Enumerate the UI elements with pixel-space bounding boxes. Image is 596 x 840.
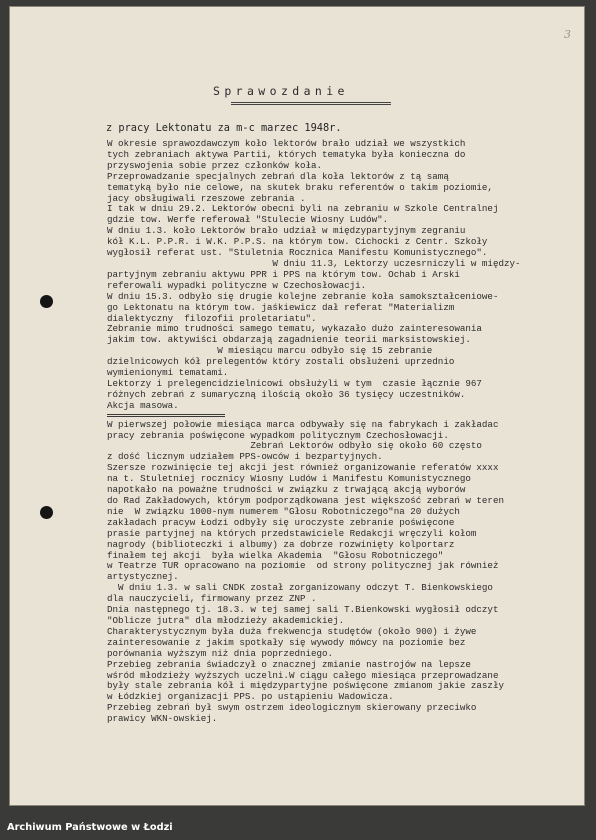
body-line: kół K.L. P.P.R. i W.K. P.P.S. na którym tow. Cichocki z Centr. Szkoły <box>107 236 488 248</box>
body-line: w Teatrze TUR opracowano na poziomie od strony politycznej jak również <box>107 560 499 572</box>
body-line: partyjnym zebraniu aktywu PPR i PPS na którym tow. Ochab i Arski <box>107 268 460 280</box>
body-line: "Oblicze jutra" dla młodzieży akademickiej. <box>107 614 345 626</box>
document-title: Sprawozdanie <box>213 84 349 98</box>
body-line: wymienionymi tematami. <box>107 367 229 379</box>
body-line: dzielnicowych kół prelegentów który zostali obsłużeni uprzednio <box>107 356 455 368</box>
body-line: W dniu 11.3, Lektorzy uczesrniczyli w między- <box>107 257 521 269</box>
body-line: wygłosił referat ust. "Stuletnia Rocznica Manifestu Komunistycznego". <box>107 247 488 259</box>
body-line: jacy obsługiwali rzeszowe zebrania . <box>107 192 306 204</box>
body-line: finałem tej akcji była wielka Akademia "Głosu Robotniczego" <box>107 549 444 561</box>
body-line: Dnia następnego tj. 18.3. w tej samej sali T.Bienkowski wygłosił odczyt <box>107 604 499 616</box>
body-line: zakładach pracyw Łodzi odbyły się uroczyste zebranie poświęcone <box>107 516 455 528</box>
archive-label: Archiwum Państwowe w Łodzi <box>7 822 173 833</box>
body-line: referowali wypadki polityczne w Czechosłowacji. <box>107 279 367 291</box>
body-line: Przebieg zebrania świadczył o znacznej zmianie nastrojów na lepsze <box>107 658 471 670</box>
body-line: go Lektonatu na którym tow. jaśkiewicz dał referat "Materializm <box>107 301 455 313</box>
document-page <box>9 6 585 806</box>
body-line: W dniu 1.3. koło Lektorów brało udział w międzypartyjnym zegraniu <box>107 225 466 237</box>
body-line: napotkało na poważne trudności w związku z trwającą akcją wyborów <box>107 484 466 496</box>
body-line: tematyką było nie celowe, na skutek braku referentów o takim poziomie, <box>107 181 493 193</box>
body-line: gdzie tow. Werfe referował "Stulecie Wiosny Ludów". <box>107 214 389 226</box>
body-line: W dniu 1.3. w sali CNDK został zorganizowany odczyt T. Bienkowskiego <box>107 582 493 594</box>
body-line: tych zebraniach aktywa Partii, których tematyka była konieczna do <box>107 148 466 160</box>
body-line: prasie partyjnej na których przedstawiciele Redakcji wręczyli kołom <box>107 527 477 539</box>
body-line: W pierwszej połowie miesiąca marca odbywały się na fabrykach i zakładac <box>107 418 499 430</box>
body-line: Charakterystycznym była duża frekwencja studętów (około 900) i żywe <box>107 625 477 637</box>
body-line: prawicy WKN-owskiej. <box>107 713 218 725</box>
body-line: z dość licznym udziałem PPS-owców i bezpartyjnych. <box>107 451 383 463</box>
body-line: przyswojenia sobie przez członków koła. <box>107 159 323 171</box>
body-line: dialektyczny filozofii proletariatu". <box>107 312 317 324</box>
body-line: W dniu 15.3. odbyło się drugie kolejne zebranie koła samokształceniowe- <box>107 290 499 302</box>
body-line: I tak w dniu 29.2. Lektorów obecni byli na zebraniu w Szkole Centralnej <box>107 203 499 215</box>
page-number: 3 <box>564 28 571 41</box>
body-line: artystycznej. <box>107 571 179 583</box>
body-line: Lektorzy i prelegencidzielnicowi obsłużyli w tym czasie łącznie 967 <box>107 377 482 389</box>
body-line: jakim tow. aktywiści obdarzają zagadnienie teorii marksistowskiej. <box>107 334 471 346</box>
body-line: w Łódzkiej organizacji PPS. po ustąpieniu Wadowicza. <box>107 691 394 703</box>
body-line: do Rad Zakładowych, którym podporządkowana jest większość zebrań w teren <box>107 495 504 506</box>
body-line: Szersze rozwinięcie tej akcji jest również organizowanie referatów xxxx <box>107 462 499 474</box>
punch-hole-bottom <box>40 506 53 519</box>
body-line: nie W związku 1000-nym numerem "Głosu Robotniczego"na 20 dużych <box>107 505 460 517</box>
body-line: były stale zebrania kół i międzypartyjne poświęcone zmianom jakie zaszły <box>107 680 504 692</box>
body-line: W miesiącu marcu odbyło się 15 zebranie <box>107 345 433 357</box>
body-line: nagrody (biblioteczki i albumy) za dobrze rozwinięty kolportarz <box>107 538 455 550</box>
document-body <box>107 139 583 725</box>
body-line: na t. Stuletniej rocznicy Wiosny Ludów i Manifestu Komunistycznego <box>107 473 471 485</box>
title-underline <box>231 102 391 105</box>
archive-footer <box>0 806 596 840</box>
body-line: pracy zebrania poświęcone wypadkom politycznym Czechosłowacji. <box>107 429 449 441</box>
punch-hole-top <box>40 295 53 308</box>
document-subtitle: z pracy Lektonatu za m-c marzec 1948r. <box>106 122 342 134</box>
body-line: wśród młodzieży wyższych uczelni.W ciągu całego miesiąca przeprowadzane <box>107 669 499 681</box>
body-line: Przebieg zebrań był swym ostrzem ideologicznym skierowany przeciwko <box>107 702 477 714</box>
body-line: zainteresowanie z jakim spotkały się wywody mówcy na poziomie bez <box>107 636 466 648</box>
body-line: Zebrań Lektorów odbyło się około 60 często <box>107 440 482 452</box>
body-line: porównania wyższym niż dnia poprzedniego. <box>107 647 334 659</box>
body-line: Zebranie mimo trudności samego tematu, wykazało dużo zainteresowania <box>107 323 482 335</box>
body-line: Akcja masowa. <box>107 399 179 411</box>
body-line: dla nauczycieli, firmowany przez ZNP . <box>107 593 317 605</box>
body-line: Przeprowadzanie specjalnych zebrań dla koła lektorów z tą samą <box>107 170 449 182</box>
body-line: różnych zebrań z sumaryczną ilością około 36 tysięcy uczestników. <box>107 388 466 400</box>
body-line: W okresie sprawozdawczym koło lektorów brało udział we wszystkich <box>107 139 466 149</box>
